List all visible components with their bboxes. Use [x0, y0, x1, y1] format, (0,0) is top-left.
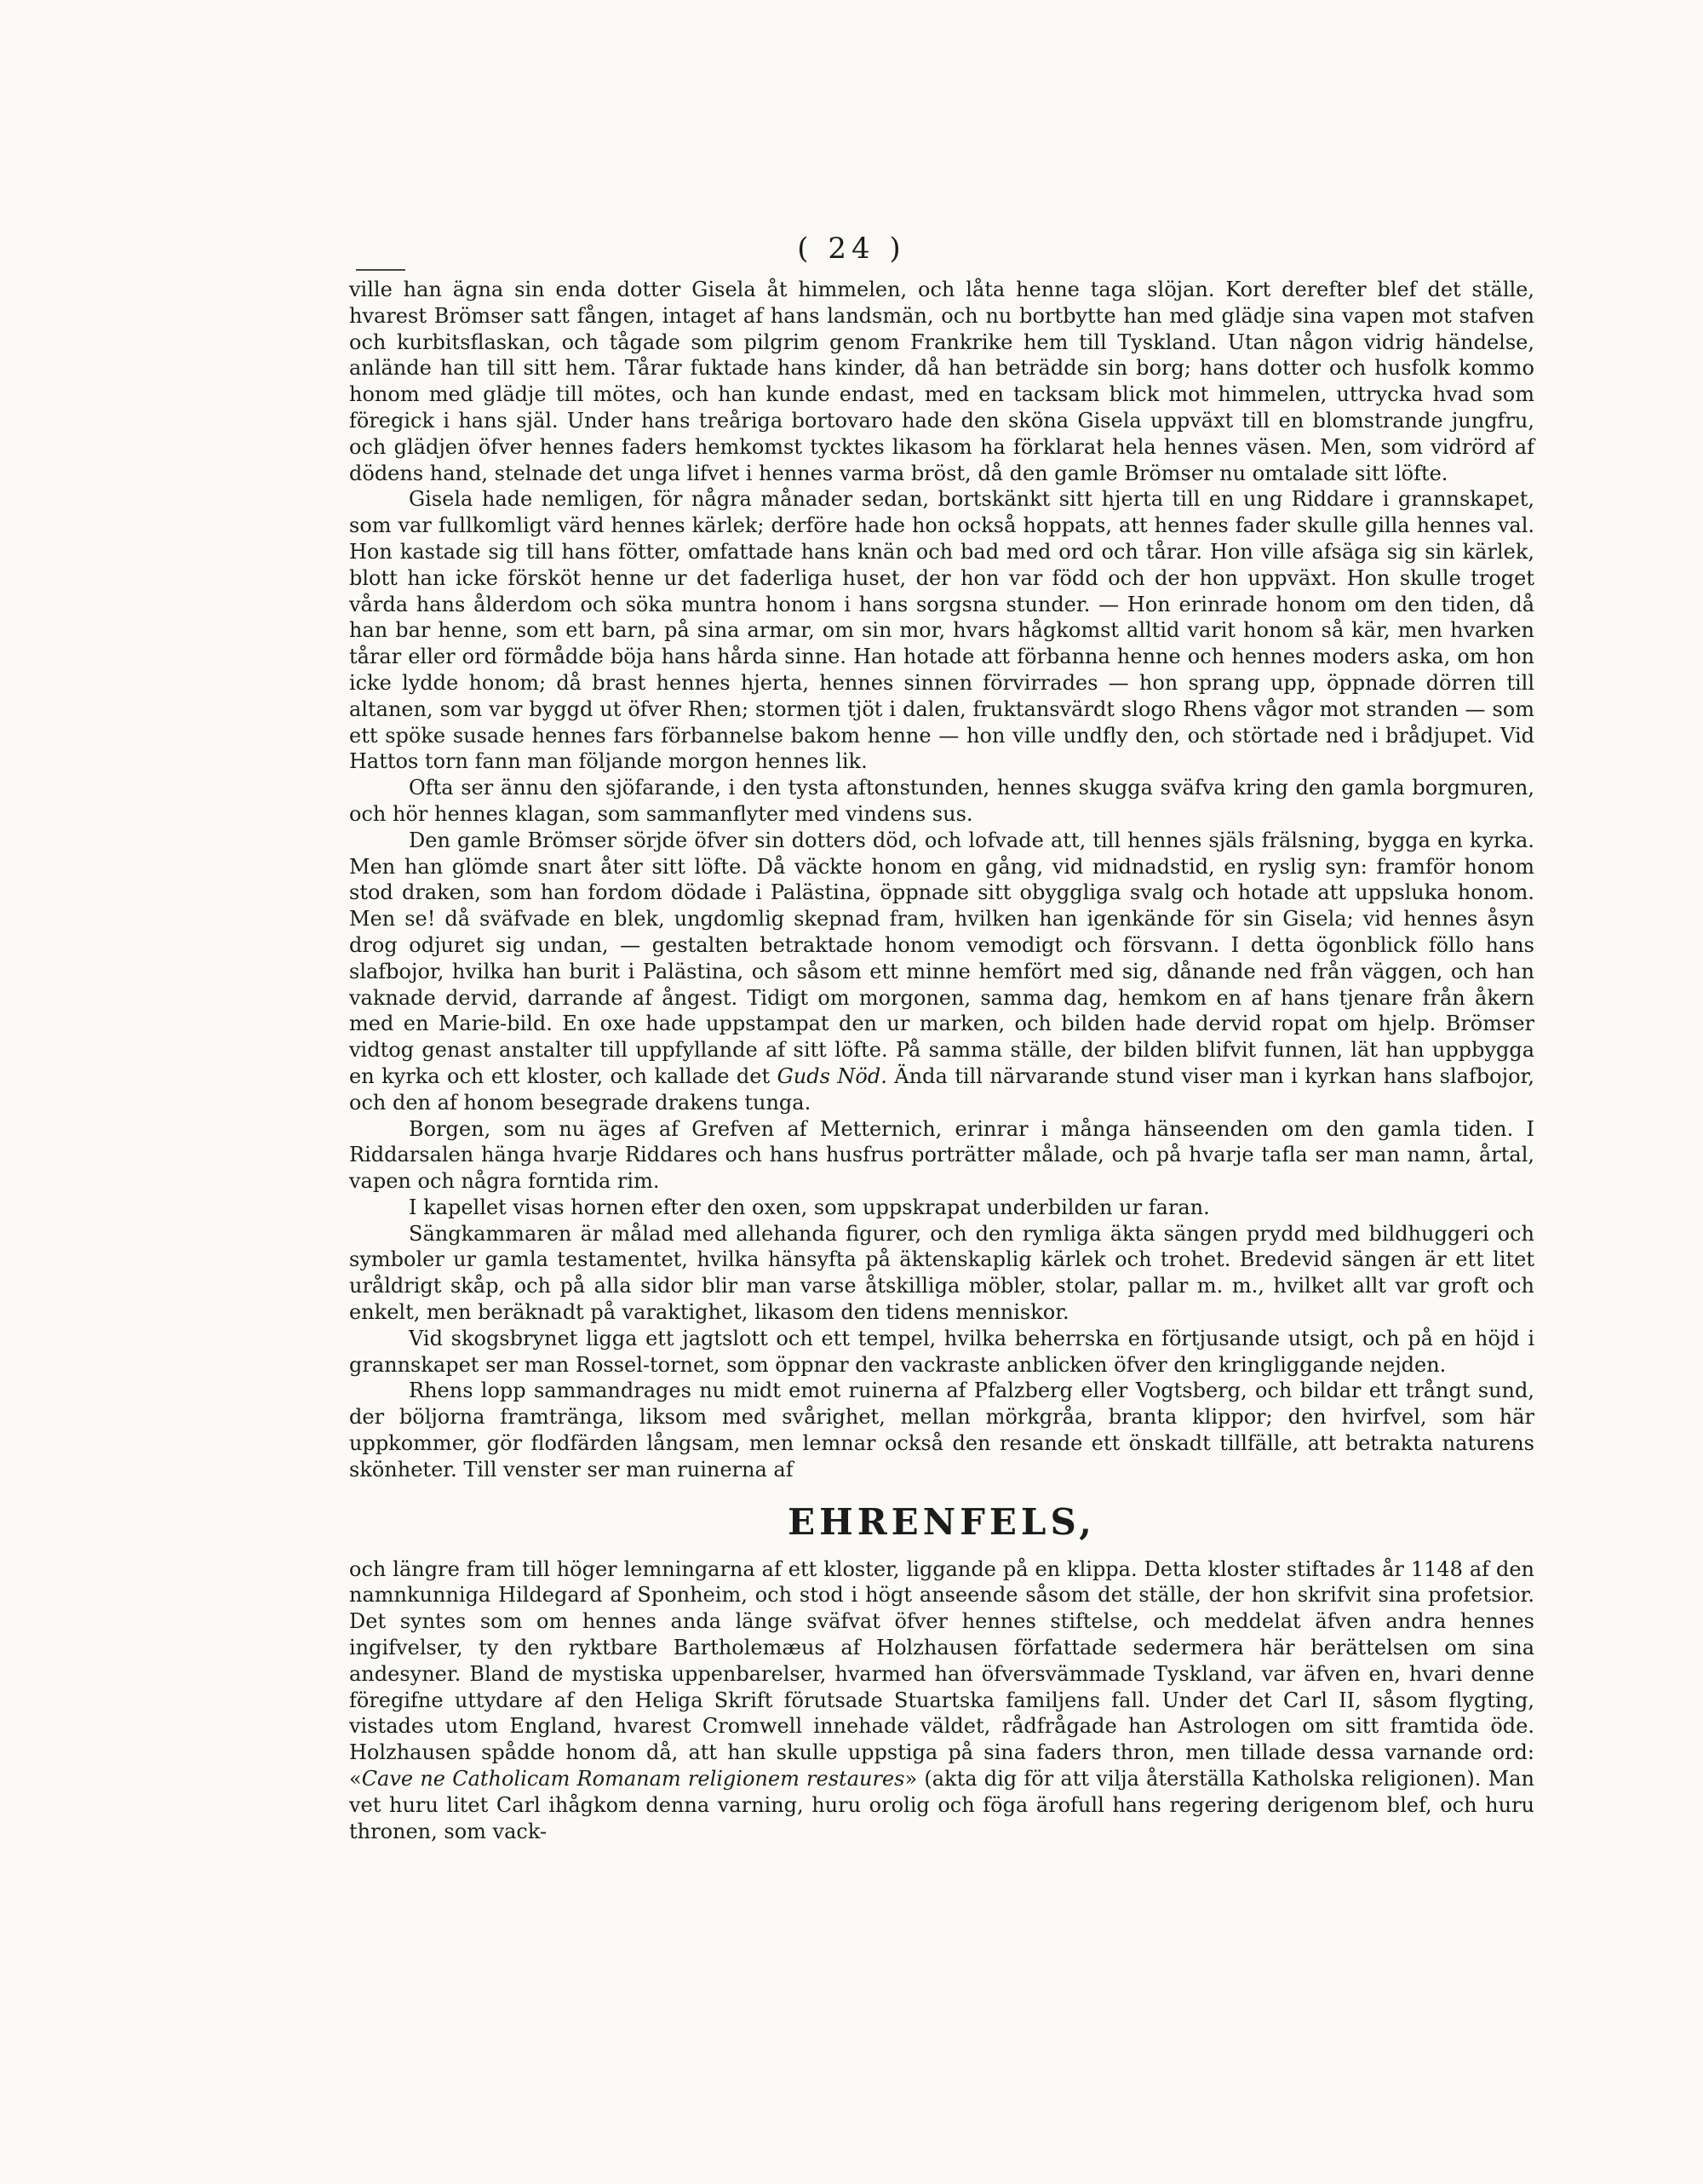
- paragraph: Ofta ser ännu den sjöfarande, i den tysta aftonstunden, hennes skugga sväfva kring den gamla borgmuren, och hör hennes klagan, som sammanflyter med vindens sus.: [349, 776, 1534, 826]
- paragraph: [349, 828, 1534, 1116]
- paragraph-text: och längre fram till höger lemningarna af ett kloster, liggande på en klippa. Detta kloster stiftades år 1148 af den namnkunniga Hildegard af Sponheim, och stod i högt anseende såsom det ställe, der hon skrifvit sina profetsior. Det syntes som om hennes anda länge sväfvat öfver hennes stiftelse, och meddelat äfven andra hennes ingifvelser, ty den ryktbare Bartholemæus af Holzhausen författade sedermera här berättelsen om sina andesyner. Bland de mystiska uppenbarelser, hvarmed han öfversvämmade Tyskland, var äfven en, hvari denne föregifne uttydare af den Heliga Skrift förutsade Stuartska familjens fall. Under det Carl II, såsom flygting, vistades utom England, hvarest Cromwell innehade väldet, rådfrågade han Astrologen om sitt framtida öde. Holzhausen spådde honom då, att han skulle uppstiga på sina faders thron, men tillade dessa varnande ord: «: [349, 1556, 1534, 1791]
- paragraph-text: Ända till närvarande stund viser man i kyrkan hans slafbojor, och den af honom besegrade drakens tunga.: [349, 1063, 1534, 1115]
- paragraph: I kapellet visas hornen efter den oxen, som uppskrapat underbilden ur faran.: [409, 1195, 1210, 1219]
- paragraph: [349, 1556, 1534, 1845]
- header-rule: [356, 269, 405, 271]
- body-text: [349, 277, 1534, 1844]
- emphasized-text: Guds Nöd.: [777, 1063, 887, 1088]
- paragraph: Vid skogsbrynet ligga ett jagtslott och ett tempel, hvilka beherrska en förtjusande utsigt, och på en höjd i grannskapet ser man Rossel-tornet, som öppnar den vackraste anblicken öfver den kringliggande nejden.: [349, 1326, 1534, 1377]
- section-heading: EHRENFELS,: [788, 1500, 1096, 1543]
- paragraph: Sängkammaren är målad med allehanda figurer, och den rymliga äkta sängen prydd med bildhuggeri och symboler ur gamla testamentet, hvilka hänsyfta på äktenskaplig kärlek och trohet. Bredevid sängen är ett litet uråldrigt skåp, och på alla sidor blir man varse åtskilliga möbler, stolar, pallar m. m., hvilket allt var groft och enkelt, men beräknadt på varaktighet, likasom den tidens menniskor.: [349, 1221, 1534, 1325]
- page-number: ( 24 ): [797, 232, 906, 266]
- paragraph: ville han ägna sin enda dotter Gisela åt himmelen, och låta henne taga slöjan. Kort derefter blef det ställe, hvarest Brömser satt fången, intaget af hans landsmän, och nu bortbytte han med glädje sina vapen mot stafven och kurbitsflaskan, och tågade som pilgrim genom Frankrike hem till Tyskland. Utan någon vidrig händelse, anlände han till sitt hem. Tårar fuktade hans kinder, då han beträdde sin borg; hans dotter och husfolk kommo honom med glädje till mötes, och han kunde endast, med en tacksam blick mot himmelen, uttrycka hvad som föregick i hans själ. Under hans treåriga bortovaro hade den sköna Gisela uppväxt till en blomstrande jungfru, och glädjen öfver hennes faders hemkomst tycktes likasom ha förklarat hela hennes väsen. Men, som vidrörd af dödens hand, stelnade det unga lifvet i hennes varma bröst, då den gamle Brömser nu omtalade sitt löfte.: [349, 278, 1534, 485]
- paragraph: Borgen, som nu äges af Grefven af Metternich, erinrar i många hänseenden om den gamla tiden. I Riddarsalen hänga hvarje Riddares och hans husfrus porträtter målade, och på hvarje tafla ser man namn, årtal, vapen och några forntida rim.: [349, 1116, 1534, 1194]
- paragraph-text: » (akta dig för att vilja återställa Katholska religionen). Man vet huru litet Carl ihågkom denna varning, huru orolig och föga ärofull hans regering derigenom blef, och huru thronen, som vack-: [349, 1767, 1534, 1843]
- paragraph: Rhens lopp sammandrages nu midt emot ruinerna af Pfalzberg eller Vogtsberg, och bildar ett trångt sund, der böljorna framtränga, liksom med svårighet, mellan mörkgråa, branta klippor; den hvirfvel, som här uppkommer, gör flodfärden långsam, men lemnar också den resande ett önskadt tillfälle, att betrakta naturens skönheter. Till venster ser man ruinerna af: [349, 1379, 1534, 1482]
- emphasized-text: Cave ne Catholicam Romanam religionem restaures: [361, 1767, 905, 1791]
- paragraph: Gisela hade nemligen, för några månader sedan, bortskänkt sitt hjerta till en ung Riddare i grannskapet, som var fullkomligt värd hennes kärlek; derföre hade hon också hoppats, att hennes fader skulle gilla hennes val. Hon kastade sig till hans fötter, omfattade hans knän och bad med ord och tårar. Hon ville afsäga sig sin kärlek, blott han icke försköt henne ur det faderliga huset, der hon var född och der hon uppväxt. Hon skulle troget vårda hans ålderdom och söka muntra honom i hans sorgsna stunder. — Hon erinrade honom om den tiden, då han bar henne, som ett barn, på sina armar, om sin mor, hvars hågkomst alltid varit honom så kär, men hvarken tårar eller ord förmådde böja hans hårda sinne. Han hotade att förbanna henne och hennes moders aska, om hon icke lydde honom; då brast hennes hjerta, hennes sinnen förvirrades — hon sprang upp, öppnade dörren till altanen, som var byggd ut öfver Rhen; stormen tjöt i dalen, fruktansvärdt slogo Rhens vågor mot stranden — som ett spöke susade hennes fars förbannelse bakom henne — hon ville undfly den, och störtade ned i brådjupet. Vid Hattos torn fann man följande morgon hennes lik.: [349, 487, 1534, 774]
- paragraph-text: Den gamle Brömser sörjde öfver sin dotters död, och lofvade att, till hennes själs frälsning, bygga en kyrka. Men han glömde snart åter sitt löfte. Då väckte honom en gång, vid midnadstid, en ryslig syn: framför honom stod draken, som han fordom dödade i Palästina, öppnade sitt obyggliga svalg och hotade att uppsluka honom. Men se! då sväfvade en blek, ungdomlig skepnad fram, hvilken han igenkände för sin Gisela; vid hennes åsyn drog odjuret sig undan, — gestalten betraktade honom vemodigt och försvann. I detta ögonblick föllo hans slafbojor, hvilka han burit i Palästina, och såsom ett minne hemfört med sig, dånande ned från väggen, och han vaknade dervid, darrande af ångest. Tidigt om morgonen, samma dag, hemkom en af hans tjenare från åkern med en Marie-bild. En oxe hade uppstampat den ur marken, och bilden hade dervid ropat om hjelp. Brömser vidtog genast anstalter till uppfyllande af sitt löfte. På samma ställe, der bilden blifvit funnen, lät han uppbygga en kyrka och ett kloster, och kallade det: [349, 828, 1534, 1088]
